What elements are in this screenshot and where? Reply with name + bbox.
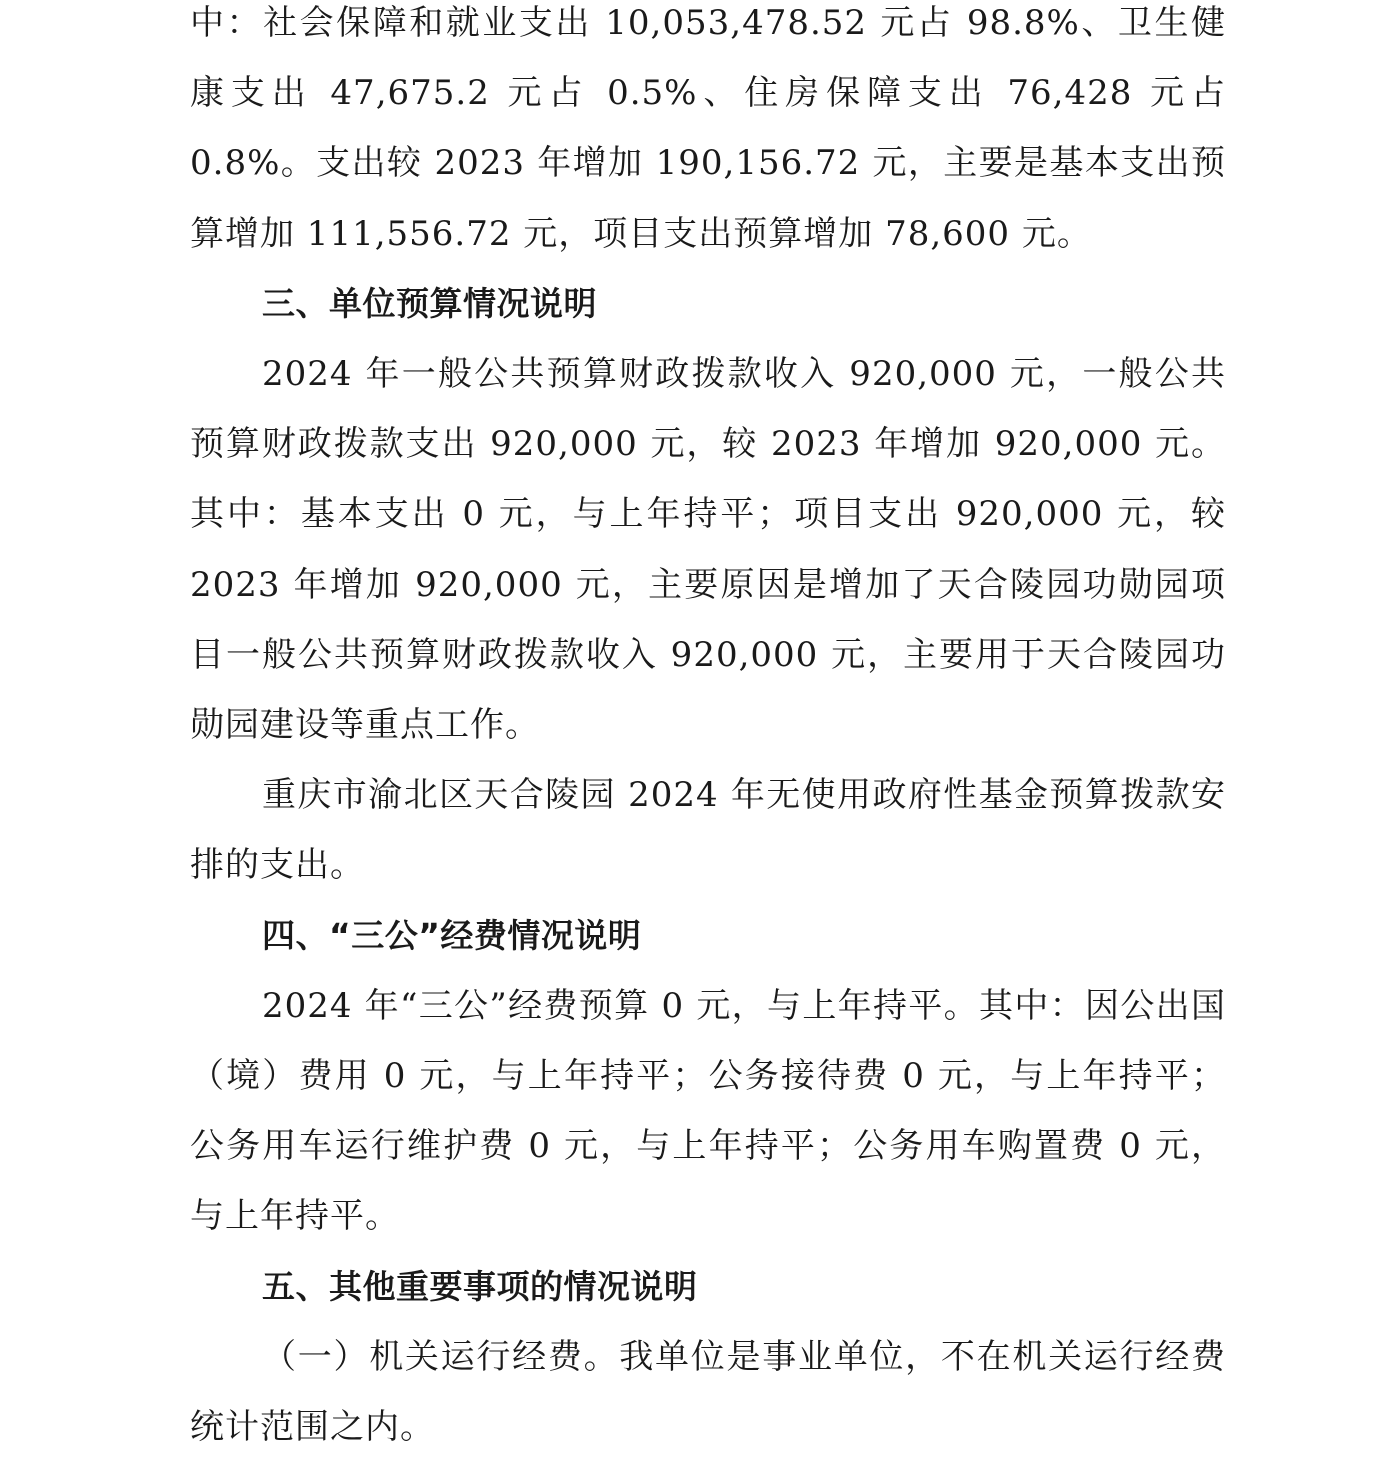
paragraph-three-public-expenses: 2024 年“三公”经费预算 0 元，与上年持平。其中：因公出国（境）费用 0 元，与上年持平；公务接待费 0 元，与上年持平；公务用车运行维护费 0 元，与上年持平；公务用车购置费 0 元，与上年持平。 bbox=[190, 985, 1226, 1237]
document-page bbox=[190, 0, 1226, 1462]
section-heading-unit-budget: 三、单位预算情况说明 bbox=[262, 283, 597, 323]
paragraph-expenditure-breakdown: 中：社会保障和就业支出 10,053,478.52 元占 98.8%、卫生健康支出 47,675.2 元占 0.5%、住房保障支出 76,428 元占 0.8%。支出较 2023 年增加 190,156.72 元，主要是基本支出预算增加 111,556.72 元，项目支出预算增加 78,600 元。 bbox=[190, 3, 1226, 254]
section-heading-three-public: 四、“三公”经费情况说明 bbox=[262, 915, 642, 955]
paragraph-general-budget: 2024 年一般公共预算财政拨款收入 920,000 元，一般公共预算财政拨款支出 920,000 元，较 2023 年增加 920,000 元。其中：基本支出 0 元，与上年持平；项目支出 920,000 元，较 2023 年增加 920,000 元，主要原因是增加了天合陵园功勋园项目一般公共预算财政拨款收入 920,000 元，主要用于天合陵园功勋园建设等重点工作。 bbox=[190, 354, 1226, 746]
paragraph-government-fund: 重庆市渝北区天合陵园 2024 年无使用政府性基金预算拨款安排的支出。 bbox=[190, 775, 1226, 886]
section-heading-other-matters: 五、其他重要事项的情况说明 bbox=[262, 1266, 698, 1306]
paragraph-operating-expenses: （一）机关运行经费。我单位是事业单位，不在机关运行经费统计范围之内。 bbox=[190, 1336, 1226, 1448]
